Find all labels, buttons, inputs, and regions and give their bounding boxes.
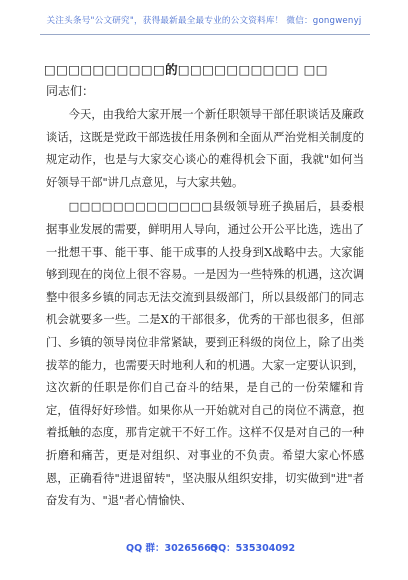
header-divider xyxy=(40,34,370,35)
header-banner: 关注头条号"公文研究"，获得最新最全最专业的公文资料库！ 微信：gongwenyj xyxy=(46,16,362,26)
footer-qq-group: QQ 群：30265665 xyxy=(126,543,218,554)
paragraph: □□□□□□□□□□□□□县级领导班子换届后，县委根据事业发展的需要，鲜明用人导向，通过公开公平比选，选出了一批想干事、能干事、能干成事的人投身到X战略中去。大家能够到现在的岗位上很不容易。一是因为一些特殊的机遇，这次调整中很多乡镇的同志无法交流到县级部门，所以县级部门的同志机会就要多一些。二是X的干部很多，优秀的干部也很多，但部门、乡镇的领导岗位非常紧缺，要到正科级的岗位上，除了出类拔萃的能力，也需要天时地利人和的机遇。大家一定要认识到，这次新的任职是你们自己奋斗的结果，是自己的一份荣耀和肯定，值得好好珍惜。如果你从一开始就对自己的岗位不满意，抱着抵触的态度，那肯定就干不好工作。这样不仅是对自己的一种折磨和痛苦，更是对组织、对事业的不负责。希望大家心怀感恩，正确看待"进退留转"，坚决服从组织安排，切实做到"进"者奋发有为、"退"者心情愉快、 xyxy=(46,200,364,508)
salutation: 同志们： xyxy=(46,84,95,98)
document-body xyxy=(46,104,364,515)
footer-qq: QQ：535304092 xyxy=(210,543,296,554)
document-title: □□□□□□□□□□的□□□□□□□□□□ □□ xyxy=(44,62,328,77)
paragraph: 今天，由我给大家开展一个新任职领导干部任职谈话及廉政谈话，这既是党政干部选拔任用条例和全面从严治党相关制度的规定动作，也是与大家交心谈心的难得机会下面，我就"如何当好领导干部"讲几点意见，与大家共勉。 xyxy=(46,108,364,189)
